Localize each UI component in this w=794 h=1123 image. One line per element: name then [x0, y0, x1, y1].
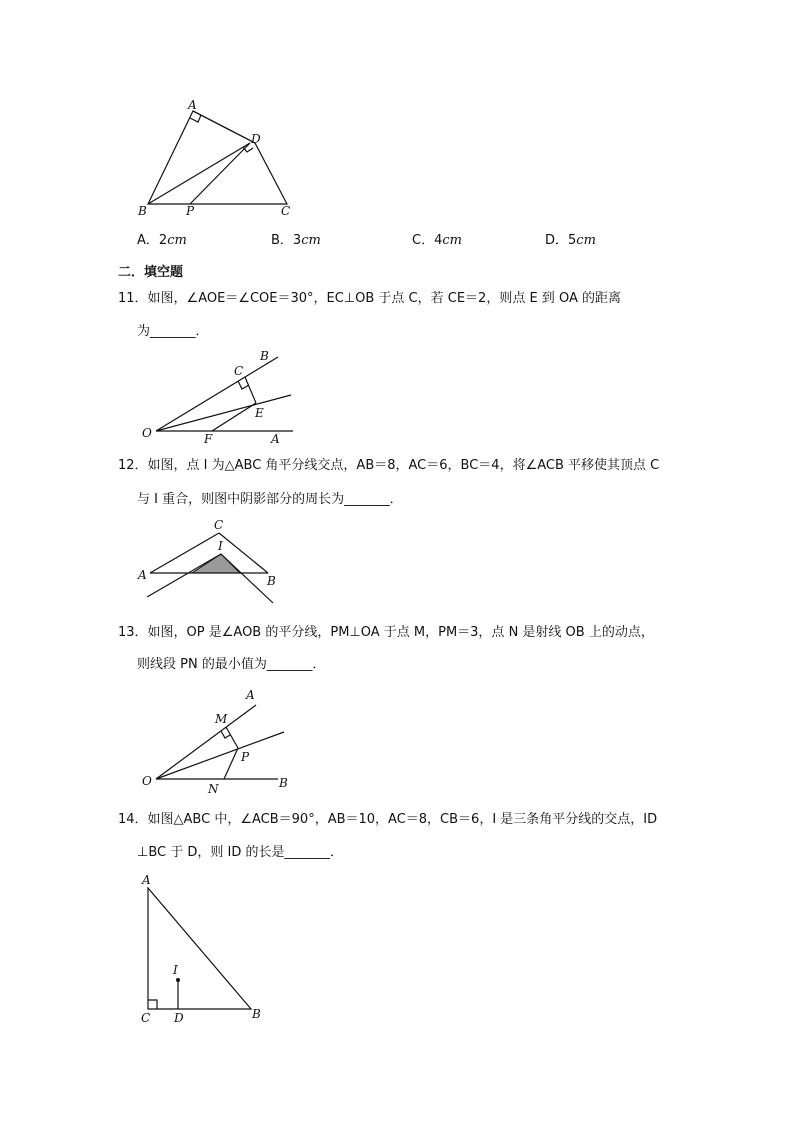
label-i: I [173, 963, 178, 977]
label-a: A [138, 568, 147, 582]
label-b: B [279, 776, 288, 790]
translated-side-right [221, 554, 273, 603]
q13-line2: 则线段 PN 的最小值为_______． [137, 657, 326, 672]
figure-q11 [138, 345, 303, 445]
translated-side-left [147, 554, 221, 597]
section-title: 二．填空题 [118, 265, 184, 280]
right-angle-mark-c [148, 1000, 157, 1009]
label-c: C [141, 1011, 151, 1025]
option-d-letter: D． [545, 233, 569, 248]
option-b-unit: cm [301, 233, 321, 248]
segment-ad [193, 111, 255, 143]
option-d[interactable] [545, 229, 596, 248]
q12-line1: 12．如图，点 I 为△ABC 角平分线交点，AB＝8，AC＝6，BC＝4，将∠ACB 平移使其顶点 C [118, 458, 660, 473]
label-o: O [142, 426, 152, 440]
figure-q12 [132, 515, 282, 605]
option-a-letter: A． [137, 233, 159, 248]
label-b: B [267, 574, 276, 588]
option-d-unit: cm [576, 233, 596, 248]
q11-line1: 11．如图，∠AOE＝∠COE＝30°，EC⊥OB 于点 C，若 CE＝2，则点 E 到 OA 的距离 [118, 291, 621, 306]
option-a-unit: cm [167, 233, 187, 248]
segment-mp [226, 727, 238, 748]
q12-line2: 与 I 重合，则图中阴影部分的周长为_______． [137, 492, 403, 507]
label-d: D [174, 1011, 184, 1025]
label-a: A [246, 688, 255, 702]
label-i: I [218, 539, 223, 553]
label-a: A [271, 432, 280, 446]
figure-q14 [135, 868, 275, 1028]
label-e: E [255, 406, 264, 420]
label-m: M [215, 712, 228, 726]
label-p: P [241, 750, 250, 764]
label-a: A [142, 873, 151, 887]
option-a[interactable] [137, 229, 187, 248]
right-angle-mark-a [190, 115, 201, 122]
q14-line1: 14．如图△ABC 中，∠ACB＝90°，AB＝10，AC＝8，CB＝6，I 是三条角平分线的交点，ID [118, 812, 658, 827]
q14-line2: ⊥BC 于 D，则 ID 的长是_______． [137, 845, 343, 860]
option-c-letter: C． [412, 233, 435, 248]
option-c[interactable] [412, 229, 462, 248]
ray-op [156, 732, 284, 779]
label-o: O [142, 774, 152, 788]
segment-ce [245, 377, 256, 403]
label-p: P [186, 204, 195, 218]
label-a: A [188, 98, 197, 112]
figure-q13 [138, 685, 298, 800]
label-c: C [281, 204, 291, 218]
label-c: C [214, 518, 224, 532]
ray-oe [156, 395, 291, 431]
option-c-value: 4 [434, 233, 443, 248]
label-c: C [234, 364, 244, 378]
triangle-abc [148, 111, 287, 204]
label-d: D [251, 132, 261, 146]
segment-fe [212, 403, 256, 431]
label-b: B [138, 204, 147, 218]
label-b: B [252, 1007, 261, 1021]
option-c-unit: cm [442, 233, 462, 248]
label-n: N [208, 782, 219, 796]
label-b: B [260, 349, 269, 363]
q11-line2: 为_______． [137, 324, 209, 339]
option-a-value: 2 [158, 233, 168, 248]
ray-oa [156, 705, 256, 779]
figure-q10 [130, 95, 310, 225]
option-b-letter: B． [271, 233, 293, 248]
label-f: F [204, 432, 213, 446]
option-d-value: 5 [568, 233, 577, 248]
incenter-dot [176, 978, 180, 982]
option-b-value: 3 [292, 233, 302, 248]
triangle-abc [148, 888, 251, 1009]
q13-line1: 13．如图，OP 是∠AOB 的平分线，PM⊥OA 于点 M，PM＝3，点 N 是射线 OB 上的动点， [118, 625, 654, 640]
option-b[interactable] [271, 229, 321, 248]
